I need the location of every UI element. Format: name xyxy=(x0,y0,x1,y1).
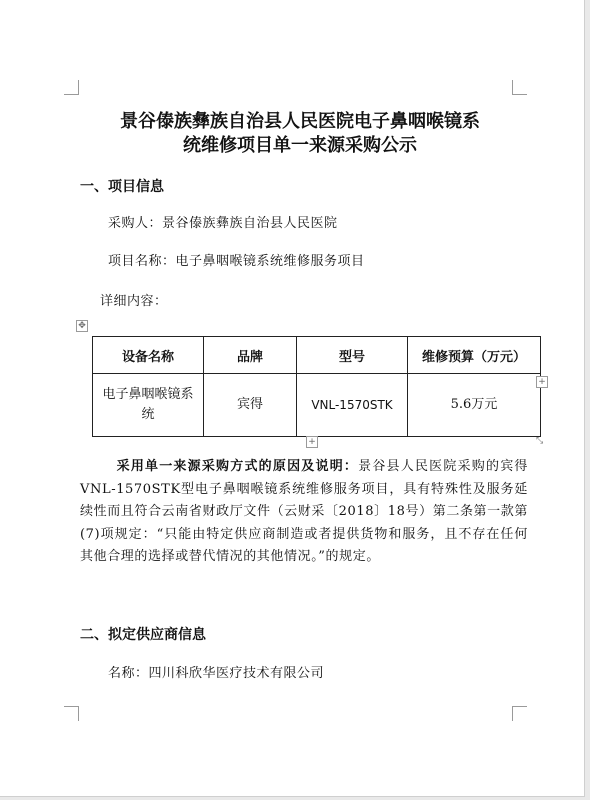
brand-cell: 宾得 xyxy=(204,374,297,437)
reason-label: 采用单一来源采购方式的原因及说明： xyxy=(116,459,359,474)
add-row-plus-icon[interactable]: + xyxy=(306,436,318,448)
table-header-row xyxy=(93,337,541,374)
table-header-cell: 设备名称 xyxy=(93,337,204,374)
table-move-handle-icon[interactable]: ✥ xyxy=(76,320,88,332)
table-header-cell: 品牌 xyxy=(204,337,297,374)
crop-mark-top-right xyxy=(512,80,527,95)
table-header-cell: 维修预算（万元） xyxy=(408,337,541,374)
reason-paragraph xyxy=(80,456,528,569)
add-column-plus-icon[interactable]: + xyxy=(536,376,548,388)
model-cell: VNL-1570STK xyxy=(297,374,408,437)
details-label: 详细内容： xyxy=(100,294,168,309)
items-table xyxy=(92,336,541,437)
section1-heading: 一、项目信息 xyxy=(80,179,164,195)
table-row xyxy=(93,374,541,437)
crop-mark-top-left xyxy=(64,80,79,95)
supplier-name-line: 名称：四川科欣华医疗技术有限公司 xyxy=(108,666,325,681)
reason-text: 景谷县人民医院采购的宾得VNL-1570STK型电子鼻咽喉镜系统维修服务项目，具有特殊性及服务延续性而且符合云南省财政厅文件（云财采〔2018〕18号）第二条第一款第(7)项规定：“只能由特定供应商制造或者提供货物和服务，且不存在任何其他合理的选择或替代情况的其他情况。”的规定。 xyxy=(80,459,528,564)
purchaser-line: 采购人：景谷傣族彝族自治县人民医院 xyxy=(108,216,338,231)
budget-cell: 5.6万元 xyxy=(408,374,541,437)
document-title-line2: 统维修项目单一来源采购公示 xyxy=(183,135,417,156)
table-header-cell: 型号 xyxy=(297,337,408,374)
device-name-cell: 电子鼻咽喉镜系统 xyxy=(93,374,204,437)
document-title-line1: 景谷傣族彝族自治县人民医院电子鼻咽喉镜系 xyxy=(120,111,480,132)
crop-mark-bottom-right xyxy=(512,706,527,721)
table-resize-handle-icon[interactable]: ⤡ xyxy=(536,436,544,446)
section2-heading: 二、拟定供应商信息 xyxy=(80,627,206,643)
project-name-line: 项目名称：电子鼻咽喉镜系统维修服务项目 xyxy=(108,254,365,269)
crop-mark-bottom-left xyxy=(64,706,79,721)
